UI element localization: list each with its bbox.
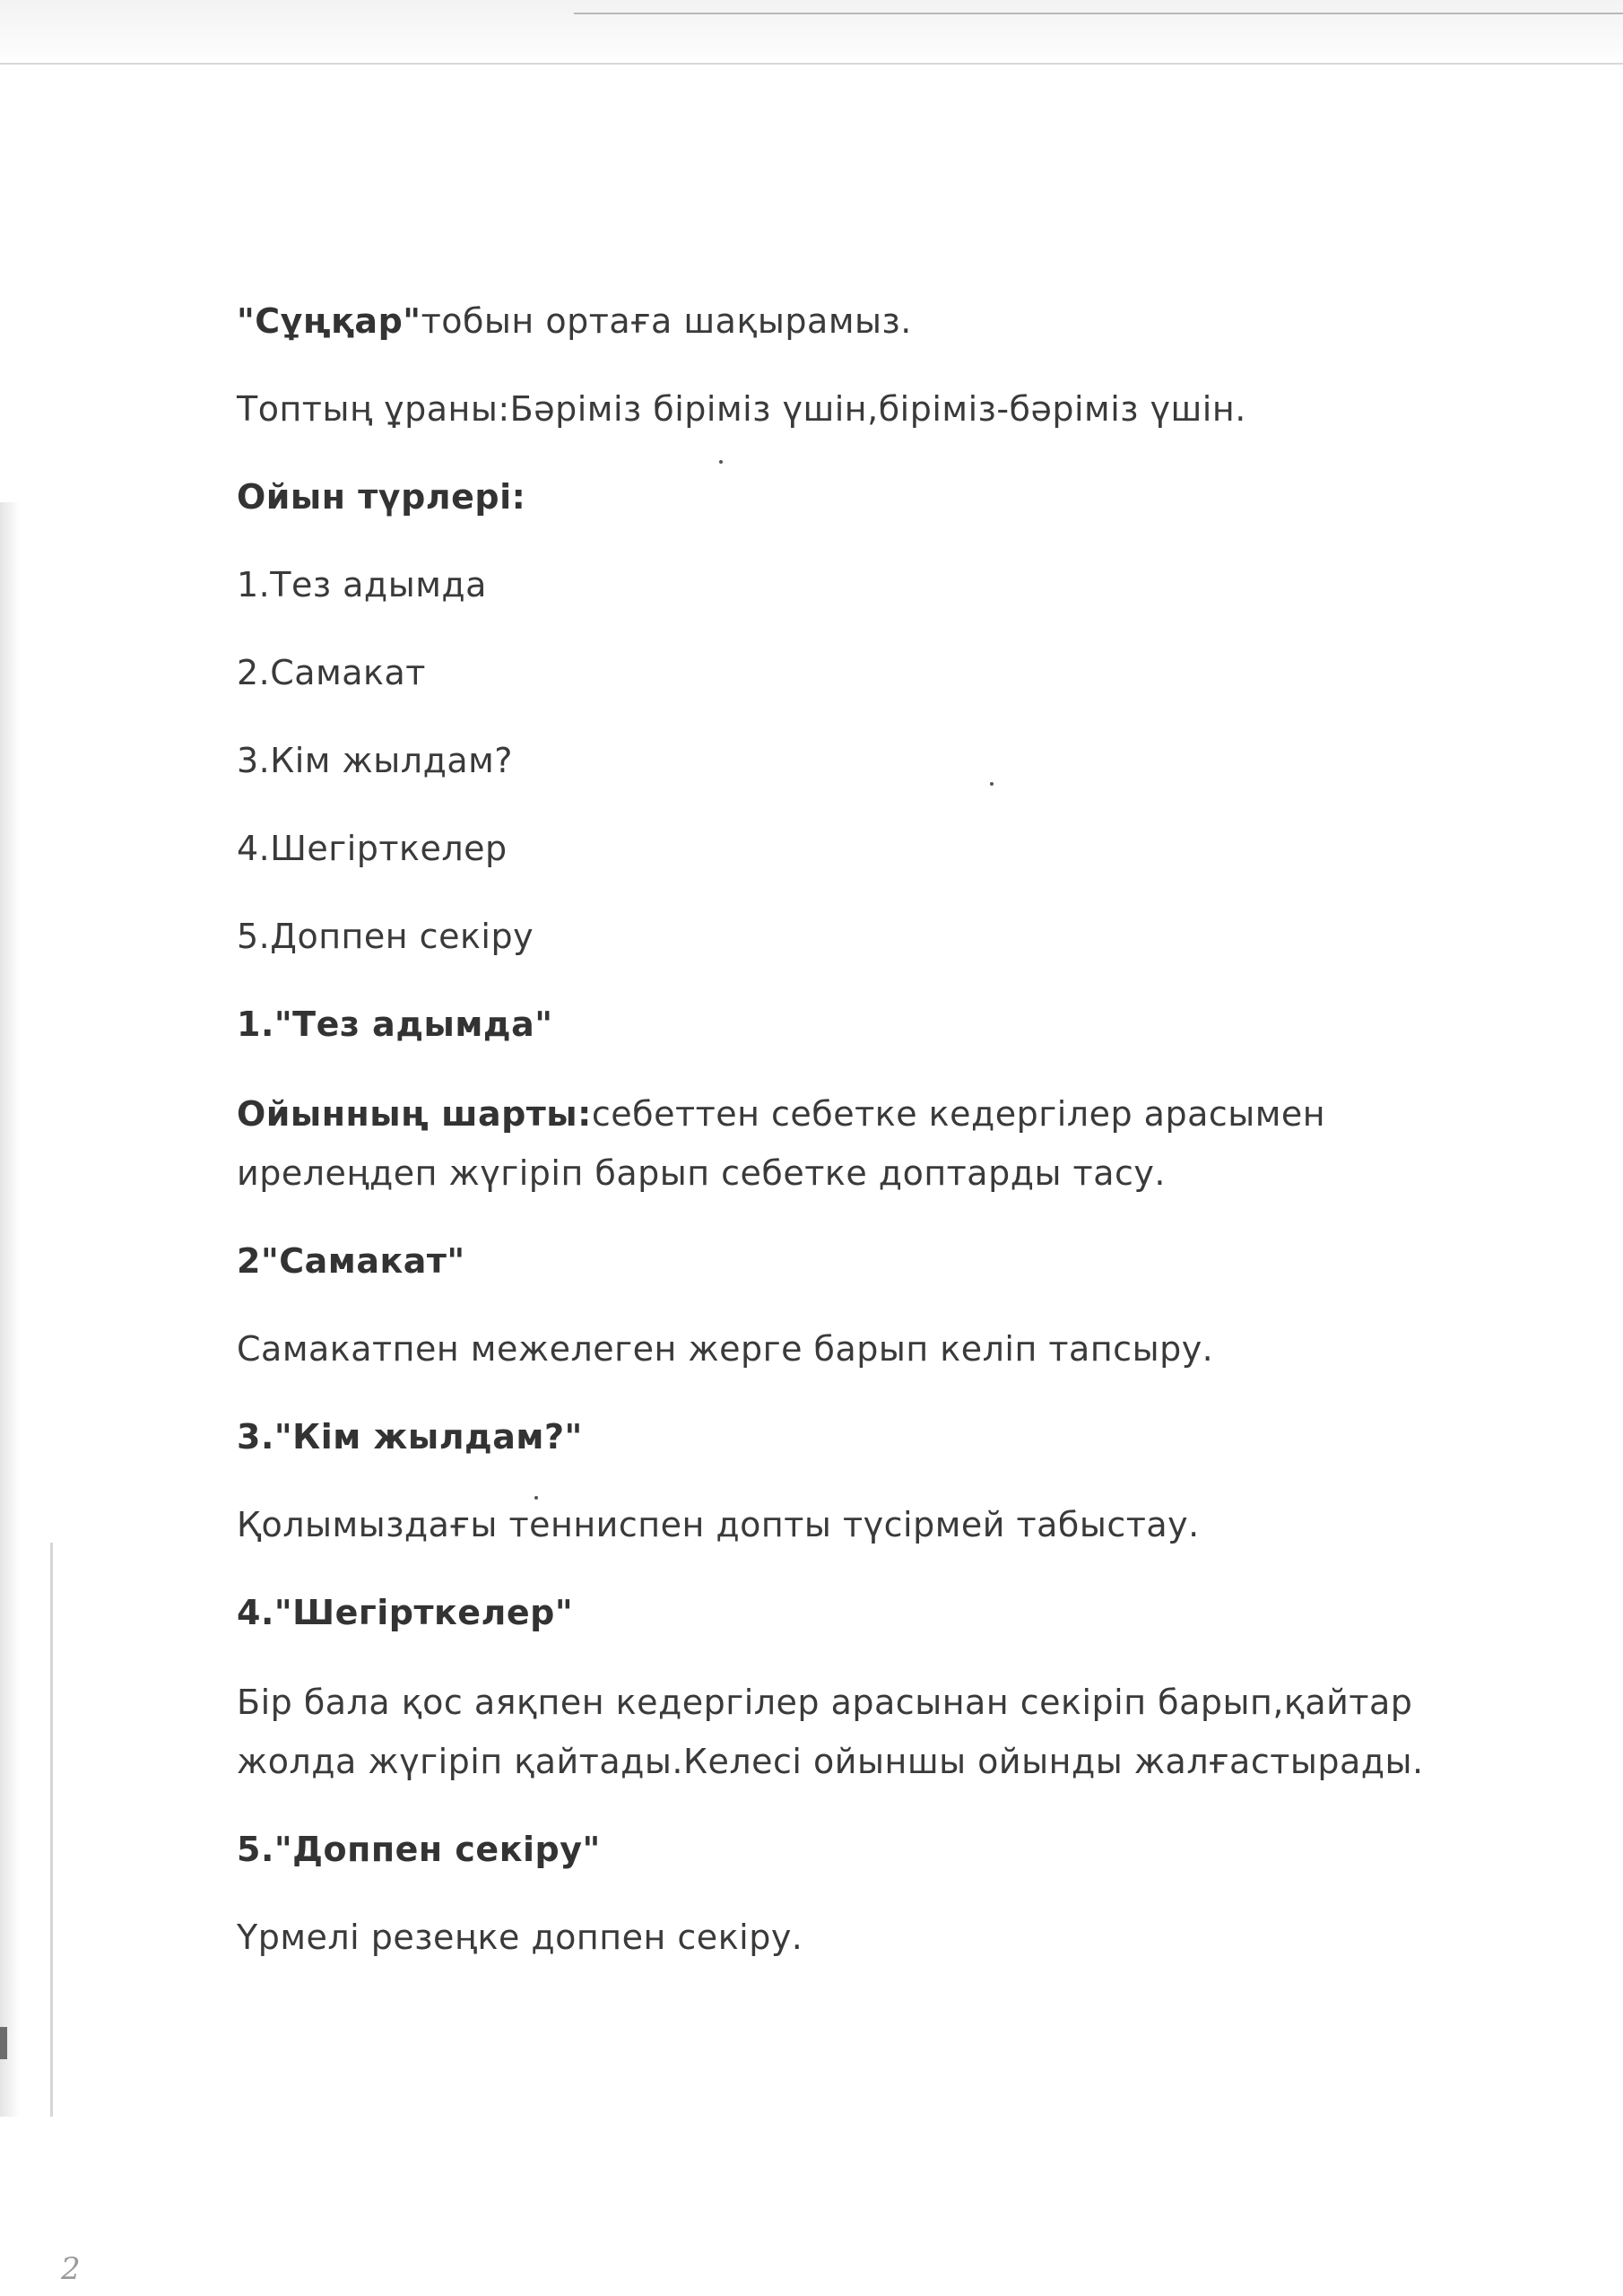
section-text: Самакатпен межелеген жерге барып келіп тапсыру. [237, 1329, 1214, 1369]
scan-speck [534, 1496, 538, 1500]
group-name: "Сұңқар" [237, 301, 421, 341]
section-title: 4."Шегірткелер" [237, 1593, 574, 1632]
intro-line [237, 296, 912, 346]
section-title: 5."Доппен секіру" [237, 1830, 601, 1869]
games-list-item: 3.Кім жылдам? [237, 741, 513, 780]
section-text [237, 1089, 1325, 1139]
section-text: ирелеңдеп жүгіріп барып себетке доптарды тасу. [237, 1153, 1166, 1193]
scan-left-shadow [0, 502, 20, 2117]
section-text: жолда жүгіріп қайтады.Келесі ойыншы ойынды жалғастырады. [237, 1742, 1424, 1781]
scan-top-edge [0, 0, 1623, 65]
section-title: 1."Тез адымда" [237, 1004, 553, 1044]
scan-speck [719, 460, 723, 464]
games-list-item: 2.Самакат [237, 653, 426, 692]
section-text: Үрмелі резеңке доппен секіру. [237, 1918, 803, 1957]
page-number-mark: 2 [61, 2251, 81, 2287]
games-list-item: 5.Доппен секіру [237, 917, 534, 956]
section-text: Қолымыздағы тенниспен допты түсірмей табыстау. [237, 1505, 1200, 1544]
scan-edge-mark [0, 2027, 7, 2059]
section-text: Бір бала қос аяқпен кедергілер арасынан секіріп барып,қайтар [237, 1683, 1413, 1722]
scan-line [0, 63, 1623, 65]
scan-speck [990, 782, 994, 786]
section-title: 2"Самакат" [237, 1241, 465, 1281]
scan-edge-mark [50, 1543, 53, 2117]
rule-text: себеттен себетке кедергілер арасымен [591, 1094, 1326, 1134]
scan-line [574, 13, 1623, 14]
intro-text: тобын ортаға шақырамыз. [421, 301, 912, 341]
section-title: 3."Кім жылдам?" [237, 1417, 583, 1457]
games-heading: Ойын түрлері: [237, 477, 526, 517]
motto-line: Топтың ұраны:Бәріміз біріміз үшін,біріміз-бәріміз үшін. [237, 389, 1246, 429]
games-list-item: 1.Тез адымда [237, 565, 487, 604]
rule-label: Ойынның шарты: [237, 1094, 592, 1134]
games-list-item: 4.Шегірткелер [237, 829, 508, 868]
